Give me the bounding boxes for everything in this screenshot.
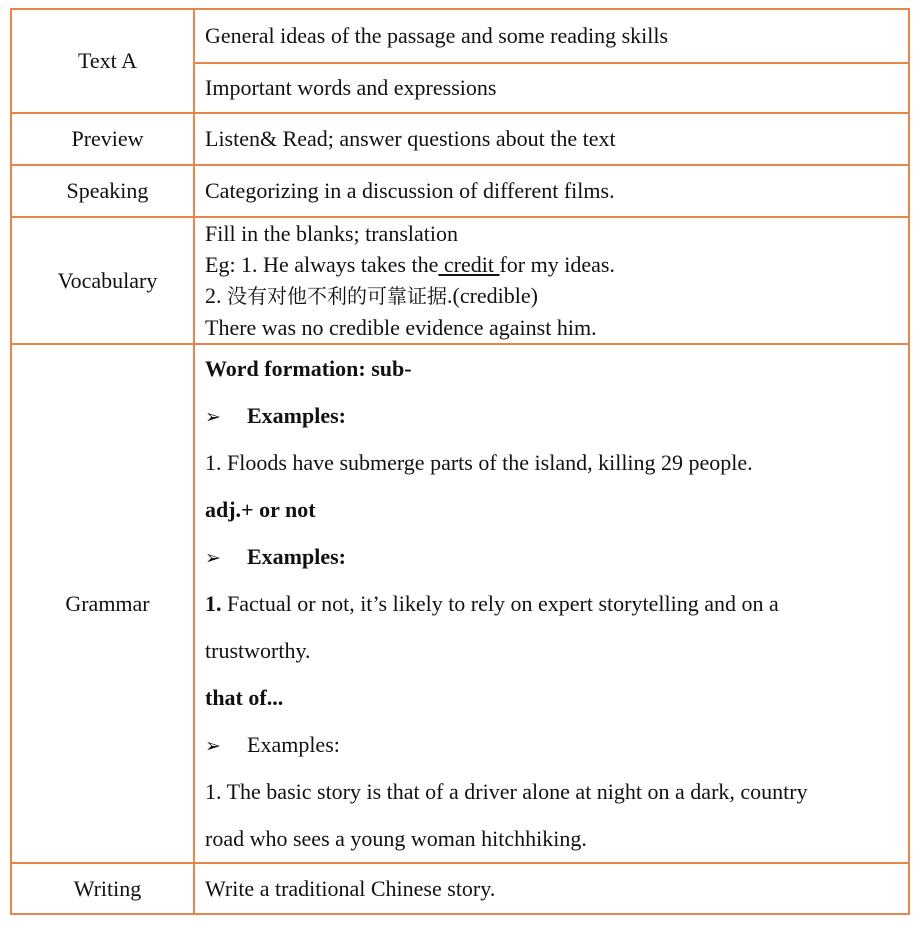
grammar-heading: that of... xyxy=(205,685,284,710)
vocab-example-line xyxy=(205,249,908,280)
grammar-example-continued: trustworthy. xyxy=(205,638,311,663)
arrow-bullet-icon: ➢ xyxy=(205,547,221,569)
table-row xyxy=(11,165,909,217)
vocab-keyword: .(credible) xyxy=(447,283,538,308)
row-label-text-a: Text A xyxy=(11,9,194,113)
text-a-item-2: Important words and expressions xyxy=(194,63,909,113)
vocab-blank-answer: credit xyxy=(438,252,500,277)
row-label-speaking: Speaking xyxy=(11,165,194,217)
grammar-example-continued: road who sees a young woman hitchhiking. xyxy=(205,826,587,851)
row-label-vocabulary: Vocabulary xyxy=(11,217,194,344)
examples-label: ➢ Examples: xyxy=(205,533,908,580)
text-a-item-1: General ideas of the passage and some reading skills xyxy=(194,9,909,63)
example-number: 1. xyxy=(205,591,222,616)
vocab-line: Fill in the blanks; translation xyxy=(205,221,458,246)
grammar-example: 1. Factual or not, it’s likely to rely on expert storytelling and on a xyxy=(205,591,779,616)
arrow-bullet-icon: ➢ xyxy=(205,406,221,428)
examples-label: ➢ Examples: xyxy=(205,721,908,768)
grammar-heading: Word formation: sub- xyxy=(205,356,412,381)
vocab-line: There was no credible evidence against him. xyxy=(205,315,597,340)
table-row xyxy=(11,113,909,165)
vocab-example-text: Eg: 1. He always takes the xyxy=(205,252,439,277)
writing-content: Write a traditional Chinese story. xyxy=(194,863,909,914)
row-label-preview: Preview xyxy=(11,113,194,165)
vocab-example-text: for my ideas. xyxy=(499,252,615,277)
vocab-chinese-sentence: 没有对他不利的可靠证据 xyxy=(227,284,447,308)
table-row xyxy=(11,863,909,914)
row-label-writing: Writing xyxy=(11,863,194,914)
grammar-content xyxy=(194,344,909,863)
arrow-bullet-icon: ➢ xyxy=(205,735,221,757)
vocab-number: 2. xyxy=(205,283,227,308)
speaking-content: Categorizing in a discussion of different films. xyxy=(194,165,909,217)
examples-label: ➢ Examples: xyxy=(205,392,908,439)
grammar-example: 1. Floods have submerge parts of the island, killing 29 people. xyxy=(205,450,753,475)
row-label-grammar: Grammar xyxy=(11,344,194,863)
grammar-example: 1. The basic story is that of a driver alone at night on a dark, country xyxy=(205,779,808,804)
grammar-heading: adj.+ or not xyxy=(205,497,316,522)
preview-content: Listen& Read; answer questions about the text xyxy=(194,113,909,165)
vocabulary-content xyxy=(194,217,909,344)
table-row xyxy=(11,344,909,863)
vocab-translation-line xyxy=(205,280,908,312)
table-row xyxy=(11,9,909,63)
lesson-plan-table xyxy=(10,8,910,915)
table-row xyxy=(11,217,909,344)
